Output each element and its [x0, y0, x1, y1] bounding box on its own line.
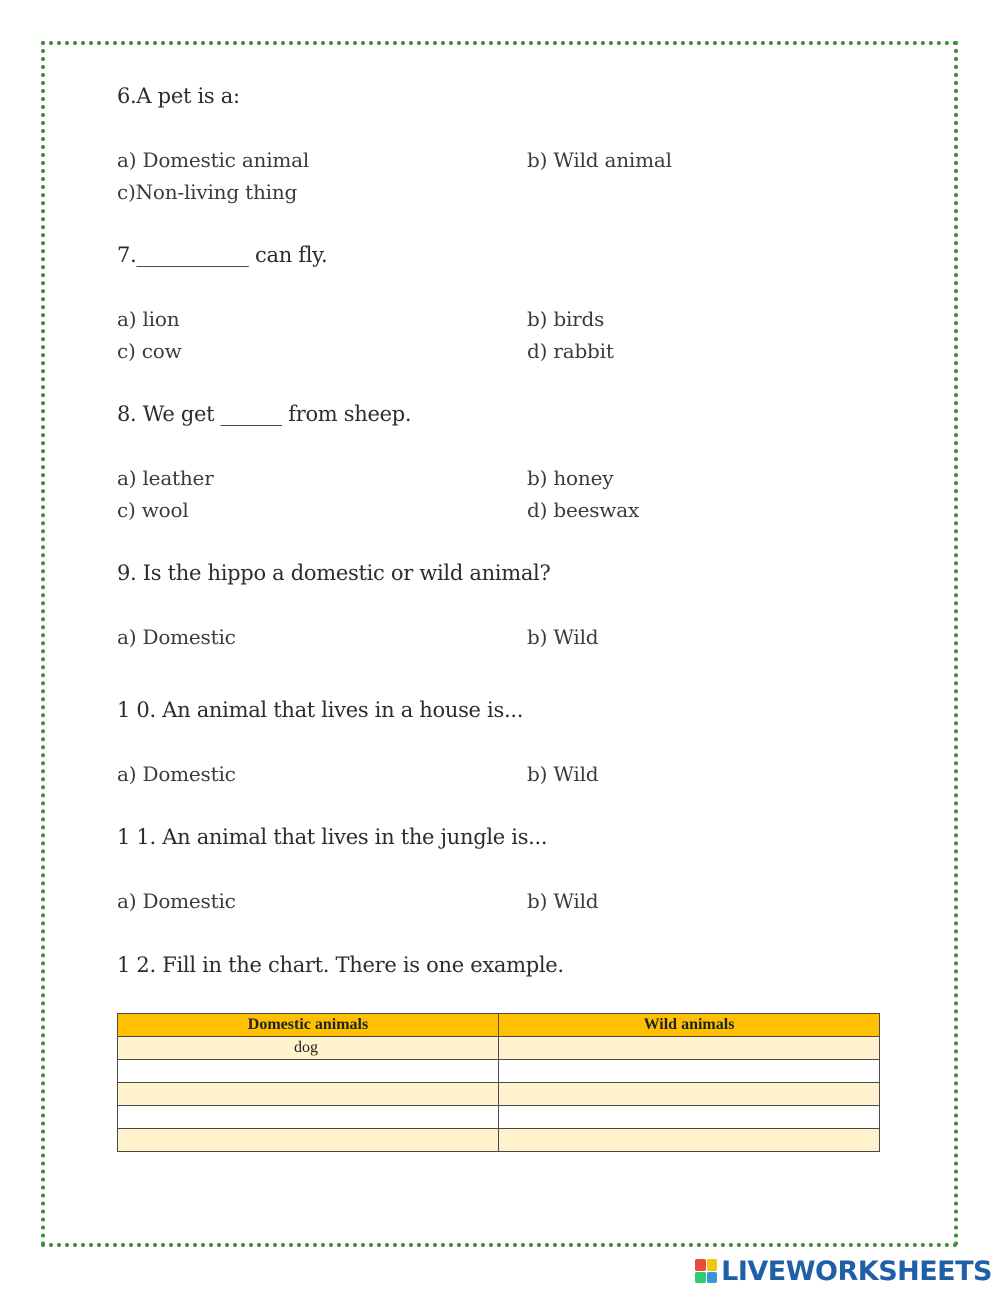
logo-square-icon: [695, 1259, 706, 1271]
animals-chart: [117, 1013, 880, 1152]
question-8: 8. We get ______ from sheep.: [117, 402, 412, 426]
cell-wild-5[interactable]: [499, 1129, 880, 1152]
cell-domestic-3[interactable]: [118, 1083, 499, 1106]
chart-header-row: [118, 1014, 880, 1037]
q8-option-b[interactable]: b) honey: [527, 466, 614, 490]
brand-name: LIVEWORKSHEETS: [721, 1255, 992, 1287]
liveworksheets-logo-icon: [695, 1259, 717, 1283]
cell-wild-3[interactable]: [499, 1083, 880, 1106]
cell-wild-1[interactable]: [499, 1037, 880, 1060]
cell-domestic-4[interactable]: [118, 1106, 499, 1129]
q9-option-a[interactable]: a) Domestic: [117, 625, 236, 649]
brand-watermark: [695, 1256, 992, 1286]
q6-option-b[interactable]: b) Wild animal: [527, 148, 672, 172]
question-11: 1 1. An animal that lives in the jungle is...: [117, 825, 548, 849]
cell-domestic-1[interactable]: dog: [118, 1037, 499, 1060]
table-row: [118, 1037, 880, 1060]
table-row: [118, 1106, 880, 1129]
q7-option-c[interactable]: c) cow: [117, 339, 182, 363]
cell-domestic-5[interactable]: [118, 1129, 499, 1152]
q6-option-a[interactable]: a) Domestic animal: [117, 148, 310, 172]
table-row: [118, 1129, 880, 1152]
q9-option-b[interactable]: b) Wild: [527, 625, 599, 649]
table-row: [118, 1060, 880, 1083]
q11-option-a[interactable]: a) Domestic: [117, 889, 236, 913]
q7-option-b[interactable]: b) birds: [527, 307, 605, 331]
header-domestic: Domestic animals: [118, 1014, 499, 1037]
logo-square-icon: [695, 1272, 706, 1284]
cell-wild-4[interactable]: [499, 1106, 880, 1129]
q7-option-a[interactable]: a) lion: [117, 307, 180, 331]
question-7: 7.___________ can fly.: [117, 243, 328, 267]
question-12: 1 2. Fill in the chart. There is one example.: [117, 953, 564, 977]
q10-option-a[interactable]: a) Domestic: [117, 762, 236, 786]
q8-option-d[interactable]: d) beeswax: [527, 498, 640, 522]
question-10: 1 0. An animal that lives in a house is...: [117, 698, 524, 722]
logo-square-icon: [707, 1272, 718, 1284]
q8-option-a[interactable]: a) leather: [117, 466, 214, 490]
header-wild: Wild animals: [499, 1014, 880, 1037]
question-6: 6.A pet is a:: [117, 84, 240, 108]
cell-domestic-2[interactable]: [118, 1060, 499, 1083]
cell-wild-2[interactable]: [499, 1060, 880, 1083]
table-row: [118, 1083, 880, 1106]
question-9: 9. Is the hippo a domestic or wild animal?: [117, 561, 551, 585]
q6-option-c[interactable]: c)Non-living thing: [117, 180, 298, 204]
q8-option-c[interactable]: c) wool: [117, 498, 189, 522]
q10-option-b[interactable]: b) Wild: [527, 762, 599, 786]
q7-option-d[interactable]: d) rabbit: [527, 339, 614, 363]
q11-option-b[interactable]: b) Wild: [527, 889, 599, 913]
logo-square-icon: [707, 1259, 718, 1271]
